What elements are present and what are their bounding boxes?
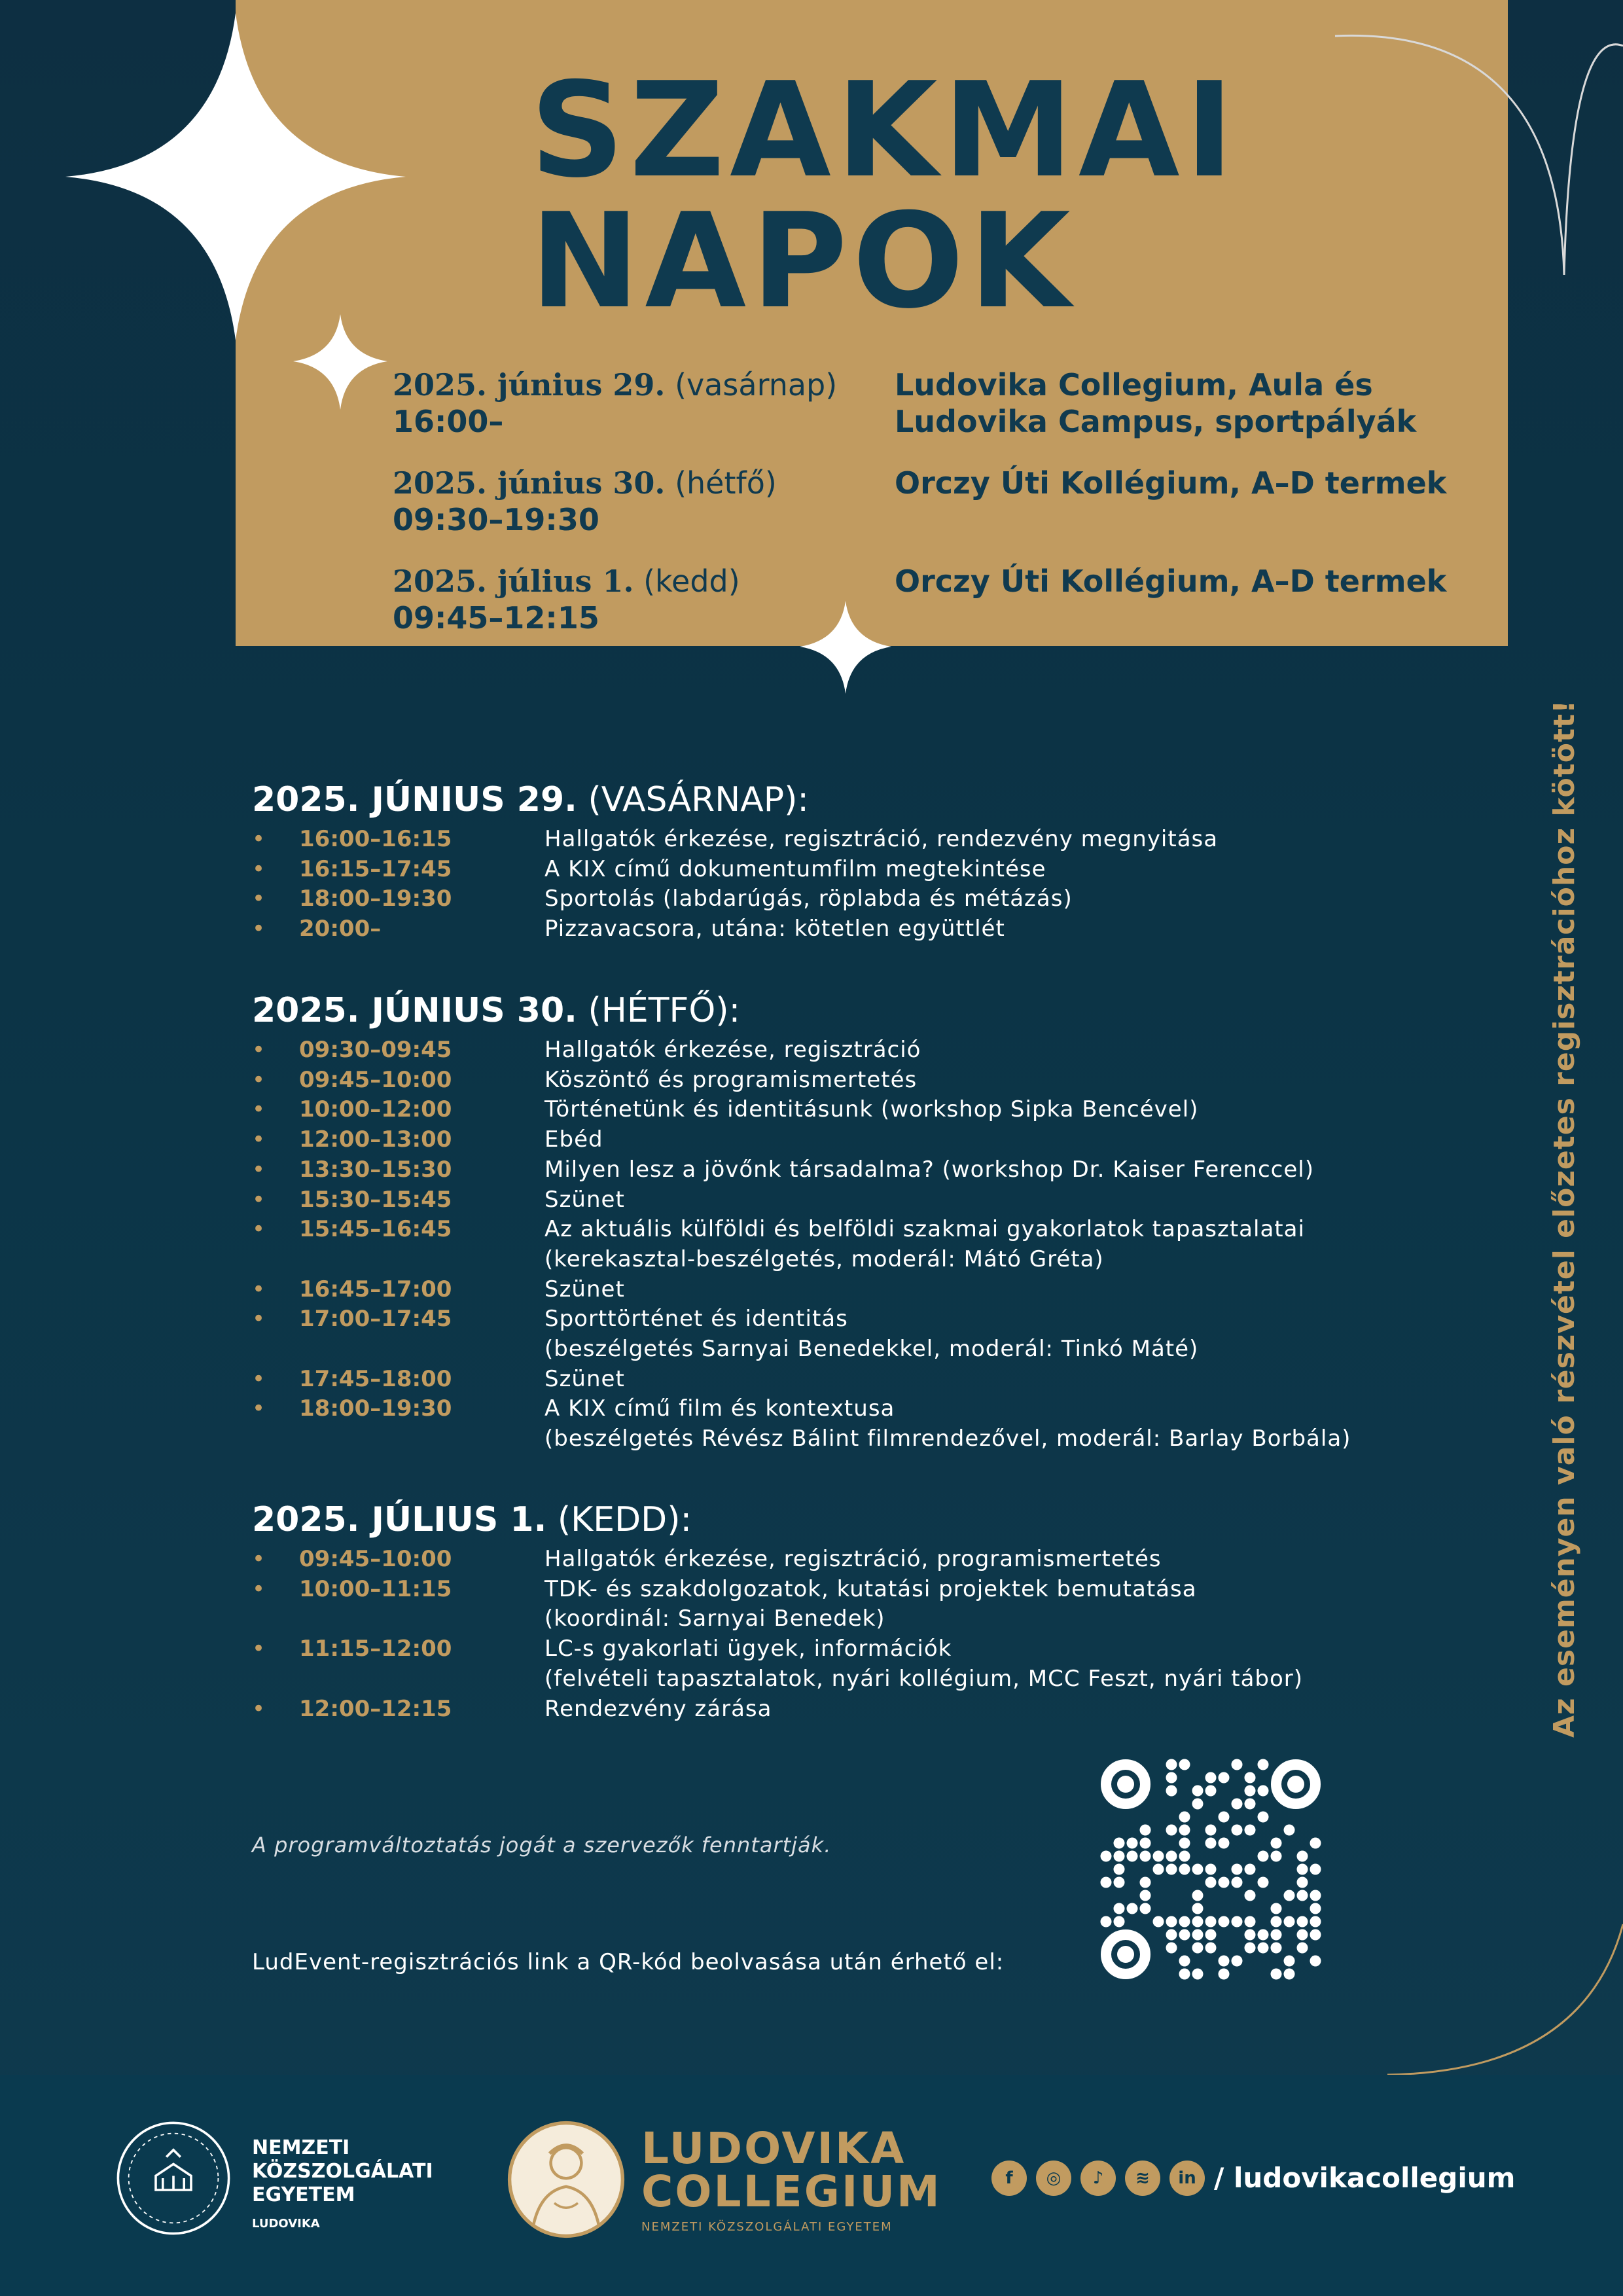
qr-module — [1114, 1838, 1125, 1849]
qr-module — [1310, 1903, 1321, 1914]
qr-module — [1205, 1825, 1217, 1836]
qr-module — [1166, 1864, 1177, 1875]
qr-module — [1258, 1943, 1269, 1954]
qr-module — [1166, 1825, 1177, 1836]
arc-deco — [1564, 45, 1623, 275]
facebook-icon[interactable]: f — [991, 2161, 1027, 2196]
qr-module — [1245, 1772, 1256, 1784]
qr-module — [1192, 1903, 1204, 1914]
qr-module — [1166, 1772, 1177, 1784]
event-date-row — [393, 465, 1505, 563]
qr-module — [1310, 1890, 1321, 1901]
qr-module — [1232, 1799, 1243, 1810]
qr-module — [1153, 1851, 1164, 1862]
qr-module — [1192, 1799, 1204, 1810]
qr-module — [1179, 1929, 1190, 1941]
schedule-item: • 10:00–11:15 TDK- és szakdolgozatok, kutatási projektek bemutatása (koordinál: Sarnyai Benedek) — [252, 1575, 1495, 1634]
qr-module — [1245, 1799, 1256, 1810]
qr-module — [1166, 1785, 1177, 1797]
qr-module — [1245, 1785, 1256, 1797]
registration-qr-code[interactable] — [1099, 1758, 1322, 1981]
schedule-item: • 09:45–10:00 Köszöntő és programismertetés — [252, 1066, 1495, 1096]
qr-module — [1271, 1969, 1282, 1980]
schedule-item: • 12:00–12:15 Rendezvény zárása — [252, 1695, 1495, 1725]
qr-module — [1219, 1916, 1230, 1928]
qr-module — [1192, 1864, 1204, 1875]
qr-module — [1153, 1864, 1164, 1875]
schedule-item: • 16:45–17:00 Szünet — [252, 1275, 1495, 1305]
qr-module — [1179, 1864, 1190, 1875]
qr-module — [1232, 1956, 1243, 1967]
qr-module — [1179, 1956, 1190, 1967]
schedule-day — [252, 779, 1495, 944]
qr-module — [1219, 1877, 1230, 1888]
schedule-item: • 10:00–12:00 Történetünk és identitásunk (workshop Sipka Bencével) — [252, 1095, 1495, 1125]
event-date-row — [393, 563, 1505, 661]
title-line: SZAKMAI — [530, 54, 1240, 207]
schedule-item: • 18:00–19:30 Sportolás (labdarúgás, röplabda és métázás) — [252, 884, 1495, 914]
qr-module — [1101, 1877, 1112, 1888]
qr-module — [1232, 1825, 1243, 1836]
qr-module — [1258, 1877, 1269, 1888]
title-line: NAPOK — [530, 185, 1076, 338]
qr-module — [1166, 1759, 1177, 1770]
qr-module — [1245, 1864, 1256, 1875]
qr-module — [1245, 1825, 1256, 1836]
schedule-list — [252, 825, 1495, 944]
schedule-item: • 09:45–10:00 Hallgatók érkezése, regisztráció, programismertetés — [252, 1545, 1495, 1575]
qr-module — [1192, 1785, 1204, 1797]
qr-module — [1192, 1916, 1204, 1928]
qr-module — [1114, 1864, 1125, 1875]
qr-module — [1205, 1838, 1217, 1849]
event-date: 2025. június 29. (vasárnap) 16:00– — [393, 367, 838, 439]
qr-module — [1127, 1851, 1138, 1862]
arc-deco — [1387, 1924, 1623, 2075]
event-date-row — [393, 367, 1505, 465]
qr-module — [1205, 1916, 1217, 1928]
instagram-icon[interactable]: ◎ — [1036, 2161, 1071, 2196]
schedule-item: • 16:00–16:15 Hallgatók érkezése, regisztráció, rendezvény megnyitása — [252, 825, 1495, 855]
qr-module — [1179, 1759, 1190, 1770]
qr-module — [1310, 1916, 1321, 1928]
qr-module — [1245, 1916, 1256, 1928]
qr-module — [1192, 1943, 1204, 1954]
qr-module — [1258, 1785, 1269, 1797]
qr-module — [1153, 1916, 1164, 1928]
qr-module — [1192, 1929, 1204, 1941]
qr-module — [1297, 1929, 1308, 1941]
qr-module — [1140, 1903, 1151, 1914]
qr-module — [1297, 1916, 1308, 1928]
qr-module — [1271, 1916, 1282, 1928]
event-date: 2025. június 30. (hétfő) 09:30–19:30 — [393, 465, 777, 537]
event-dates — [393, 367, 1505, 661]
tiktok-icon[interactable]: ♪ — [1080, 2161, 1116, 2196]
qr-module — [1271, 1903, 1282, 1914]
qr-module — [1271, 1929, 1282, 1941]
qr-module — [1232, 1864, 1243, 1875]
ludovika-collegium-name: LUDOVIKA COLLEGIUM NEMZETI KÖZSZOLGÁLATI EGYETEM — [641, 2123, 942, 2234]
schedule-list — [252, 1035, 1495, 1454]
social-handle[interactable]: / ludovikacollegium — [1214, 2162, 1516, 2194]
qr-module — [1284, 1890, 1295, 1901]
qr-module — [1297, 1890, 1308, 1901]
linkedin-icon[interactable]: in — [1169, 2161, 1205, 2196]
qr-module — [1232, 1759, 1243, 1770]
qr-module — [1258, 1929, 1269, 1941]
qr-module — [1232, 1916, 1243, 1928]
qr-module — [1258, 1851, 1269, 1862]
schedule-day — [252, 990, 1495, 1454]
qr-module — [1219, 1969, 1230, 1980]
qr-module — [1310, 1864, 1321, 1875]
event-place: Ludovika Collegium, Aula és Ludovika Campus, sportpályák — [895, 367, 1417, 439]
qr-module — [1114, 1903, 1125, 1914]
qr-module — [1179, 1916, 1190, 1928]
schedule-item: • 11:15–12:00 LC-s gyakorlati ügyek, információk (felvételi tapasztalatok, nyári kollégium, MCC Feszt, nyári tábor) — [252, 1634, 1495, 1694]
qr-module — [1232, 1877, 1243, 1888]
qr-module — [1284, 1956, 1295, 1967]
qr-module — [1114, 1916, 1125, 1928]
qr-module — [1310, 1929, 1321, 1941]
qr-module — [1192, 1969, 1204, 1980]
qr-module — [1219, 1956, 1230, 1967]
event-date: 2025. július 1. (kedd) 09:45–12:15 — [393, 564, 740, 636]
schedule-item: • 09:30–09:45 Hallgatók érkezése, regisztráció — [252, 1035, 1495, 1066]
day-heading: 2025. JÚNIUS 29. (VASÁRNAP): — [252, 780, 809, 819]
qr-module — [1258, 1759, 1269, 1770]
schedule-item: • 13:30–15:30 Milyen lesz a jövőnk társadalma? (workshop Dr. Kaiser Ferenccel) — [252, 1155, 1495, 1185]
qr-module — [1140, 1890, 1151, 1901]
schedule-item: • 16:15–17:45 A KIX című dokumentumfilm megtekintése — [252, 855, 1495, 885]
spotify-icon[interactable]: ≋ — [1125, 2161, 1160, 2196]
qr-module — [1271, 1838, 1282, 1849]
qr-module — [1205, 1943, 1217, 1954]
qr-module — [1179, 1969, 1190, 1980]
qr-module — [1179, 1812, 1190, 1823]
schedule-item: • 12:00–13:00 Ebéd — [252, 1125, 1495, 1155]
qr-module — [1192, 1890, 1204, 1901]
qr-module — [1284, 1825, 1295, 1836]
qr-module — [1166, 1943, 1177, 1954]
schedule-item: • 17:00–17:45 Sporttörténet és identitás (beszélgetés Sarnyai Benedekkel, moderál: Tinkó Máté) — [252, 1304, 1495, 1364]
qr-module — [1140, 1877, 1151, 1888]
ludovika-collegium-logo-icon — [507, 2121, 625, 2238]
qr-module — [1245, 1929, 1256, 1941]
schedule-day — [252, 1499, 1495, 1724]
qr-module — [1284, 1916, 1295, 1928]
schedule-list — [252, 1545, 1495, 1724]
day-heading: 2025. JÚLIUS 1. (KEDD): — [252, 1500, 692, 1539]
qr-module — [1297, 1877, 1308, 1888]
qr-module — [1101, 1916, 1112, 1928]
qr-module — [1101, 1851, 1112, 1862]
qr-module — [1310, 1838, 1321, 1849]
qr-module — [1205, 1785, 1217, 1797]
program-change-note: A programváltoztatás jogát a szervezők fenntartják. — [252, 1833, 832, 1857]
qr-module — [1310, 1956, 1321, 1967]
qr-module — [1179, 1851, 1190, 1862]
qr-module — [1166, 1916, 1177, 1928]
qr-module — [1205, 1772, 1217, 1784]
qr-module — [1140, 1838, 1151, 1849]
day-heading: 2025. JÚNIUS 30. (HÉTFŐ): — [252, 991, 741, 1030]
qr-module — [1219, 1812, 1230, 1823]
schedule-item: • 18:00–19:30 A KIX című film és kontextusa (beszélgetés Révész Bálint filmrendezővel, moderál: Barlay Borbála) — [252, 1394, 1495, 1454]
qr-module — [1166, 1851, 1177, 1862]
qr-module — [1127, 1903, 1138, 1914]
qr-module — [1179, 1825, 1190, 1836]
qr-module — [1166, 1929, 1177, 1941]
qr-module — [1219, 1838, 1230, 1849]
event-place: Orczy Úti Kollégium, A–D termek — [895, 564, 1447, 599]
schedule-item: • 20:00– Pizzavacsora, utána: kötetlen együttlét — [252, 914, 1495, 944]
registration-required-notice: Az eseményen való részvétel előzetes regisztrációhoz kötött! — [1548, 699, 1581, 1738]
qr-module — [1245, 1890, 1256, 1901]
qr-module — [1205, 1864, 1217, 1875]
qr-module — [1114, 1851, 1125, 1862]
qr-module — [1271, 1943, 1282, 1954]
schedule-item: • 15:45–16:45 Az aktuális külföldi és belföldi szakmai gyakorlatok tapasztalatai (kerekasztal-beszélgetés, moderál: Mátó Gréta) — [252, 1215, 1495, 1274]
qr-module — [1140, 1825, 1151, 1836]
event-place: Orczy Úti Kollégium, A–D termek — [895, 465, 1447, 501]
qr-module — [1258, 1812, 1269, 1823]
qr-module — [1179, 1838, 1190, 1849]
qr-module — [1245, 1943, 1256, 1954]
schedule-item: • 17:45–18:00 Szünet — [252, 1365, 1495, 1395]
nke-name: NEMZETI KÖZSZOLGÁLATI EGYETEM LUDOVIKA — [252, 2136, 433, 2231]
qr-module — [1297, 1851, 1308, 1862]
qr-module — [1297, 1943, 1308, 1954]
social-links — [991, 2161, 1205, 2196]
qr-module — [1140, 1851, 1151, 1862]
registration-text: LudEvent-regisztrációs link a QR-kód beolvasása után érhető el: — [252, 1949, 1005, 1975]
qr-module — [1205, 1929, 1217, 1941]
qr-module — [1219, 1772, 1230, 1784]
qr-module — [1114, 1877, 1125, 1888]
qr-module — [1205, 1877, 1217, 1888]
nke-logo-icon — [115, 2119, 232, 2237]
schedule-item: • 15:30–15:45 Szünet — [252, 1185, 1495, 1215]
page-title — [530, 54, 1240, 338]
qr-module — [1284, 1969, 1295, 1980]
qr-module — [1127, 1838, 1138, 1849]
qr-module — [1297, 1864, 1308, 1875]
qr-module — [1271, 1851, 1282, 1862]
